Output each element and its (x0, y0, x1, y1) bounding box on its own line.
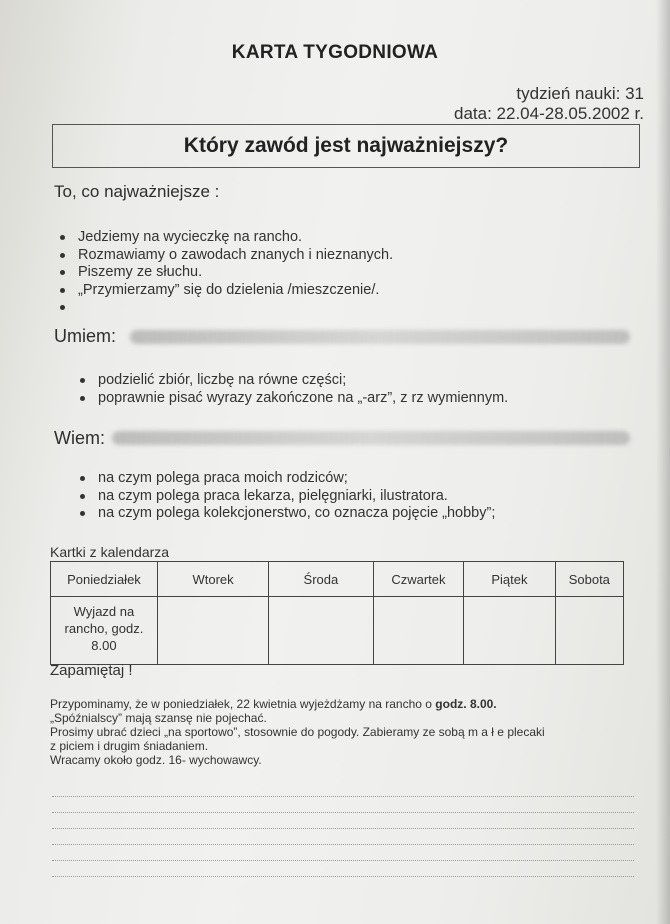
umiem-section-title: Umiem: (54, 326, 116, 346)
list-item: Jedziemy na wycieczkę na rancho. (56, 229, 393, 247)
week-number: tydzień nauki: 31 (516, 84, 644, 103)
page-edge-shadow (656, 0, 670, 924)
bullet-icon (80, 378, 85, 383)
remember-title: Zapamiętaj ! (50, 662, 133, 679)
bullet-icon (60, 253, 65, 258)
writing-line (52, 812, 634, 813)
day-header: Czwartek (373, 562, 464, 597)
bullet-icon (80, 511, 85, 516)
writing-line (52, 876, 634, 877)
list-item: na czym polega kolekcjonerstwo, co oznacza pojęcie „hobby”; (76, 505, 495, 523)
writing-line (52, 796, 634, 797)
tuesday-cell (157, 597, 268, 665)
day-header: Poniedziałek (51, 562, 158, 597)
wednesday-cell (269, 597, 373, 665)
bullet-icon (80, 476, 85, 481)
main-section-title: To, co najważniejsze : (54, 182, 220, 201)
table-header-row (51, 562, 624, 597)
list-item: poprawnie pisać wyrazy zakończone na „-arz”, z rz wymiennym. (76, 390, 508, 408)
writing-line (52, 860, 634, 861)
monday-cell: Wyjazd na rancho, godz. 8.00 (51, 597, 158, 665)
umiem-list (76, 372, 508, 407)
theme-text: Który zawód jest najważniejszy? (183, 134, 509, 157)
list-item: „Przymierzamy” się do dzielenia /mieszczenie/. (56, 282, 393, 300)
list-item: podzielić zbiór, liczbę na równe części; (76, 372, 508, 390)
reminder-note: Przypominamy, że w poniedziałek, 22 kwietnia wyjeżdżamy na rancho o godz. 8.00. „Spóźnialscy” mają szansę nie pojechać. Prosimy ubrać dzieci „na sportowo”, stosownie do pogody. Zabieramy ze sobą m a ł e plecaki z piciem i drugim śniadaniem. Wracamy około godz. 16- wychowawcy. (50, 697, 545, 767)
wiem-list (76, 470, 495, 523)
list-item: Piszemy ze słuchu. (56, 264, 393, 282)
list-item (56, 299, 393, 317)
theme-box (52, 124, 640, 168)
bullet-icon (60, 270, 65, 275)
day-header: Piątek (464, 562, 555, 597)
writing-line (52, 828, 634, 829)
friday-cell (464, 597, 555, 665)
document-title: KARTA TYGODNIOWA (231, 42, 439, 63)
bullet-icon (60, 305, 65, 310)
calendar-table (50, 561, 624, 665)
blurred-text (112, 431, 630, 445)
list-item: na czym polega praca lekarza, pielęgniarki, ilustratora. (76, 488, 495, 506)
writing-line (52, 844, 634, 845)
list-item: Rozmawiamy o zawodach znanych i nieznanych. (56, 247, 393, 265)
bullet-icon (60, 288, 65, 293)
list-item: na czym polega praca moich rodziców; (76, 470, 495, 488)
bullet-icon (80, 396, 85, 401)
table-row (51, 597, 624, 665)
saturday-cell (555, 597, 623, 665)
bullet-icon (60, 235, 65, 240)
day-header: Środa (269, 562, 373, 597)
main-section-list (56, 229, 393, 317)
day-header: Sobota (555, 562, 623, 597)
wiem-section-title: Wiem: (54, 428, 105, 448)
day-header: Wtorek (157, 562, 268, 597)
date-range: data: 22.04-28.05.2002 r. (454, 104, 644, 123)
bullet-icon (80, 494, 85, 499)
blurred-text (130, 330, 630, 344)
thursday-cell (373, 597, 464, 665)
calendar-label: Kartki z kalendarza (50, 544, 170, 560)
